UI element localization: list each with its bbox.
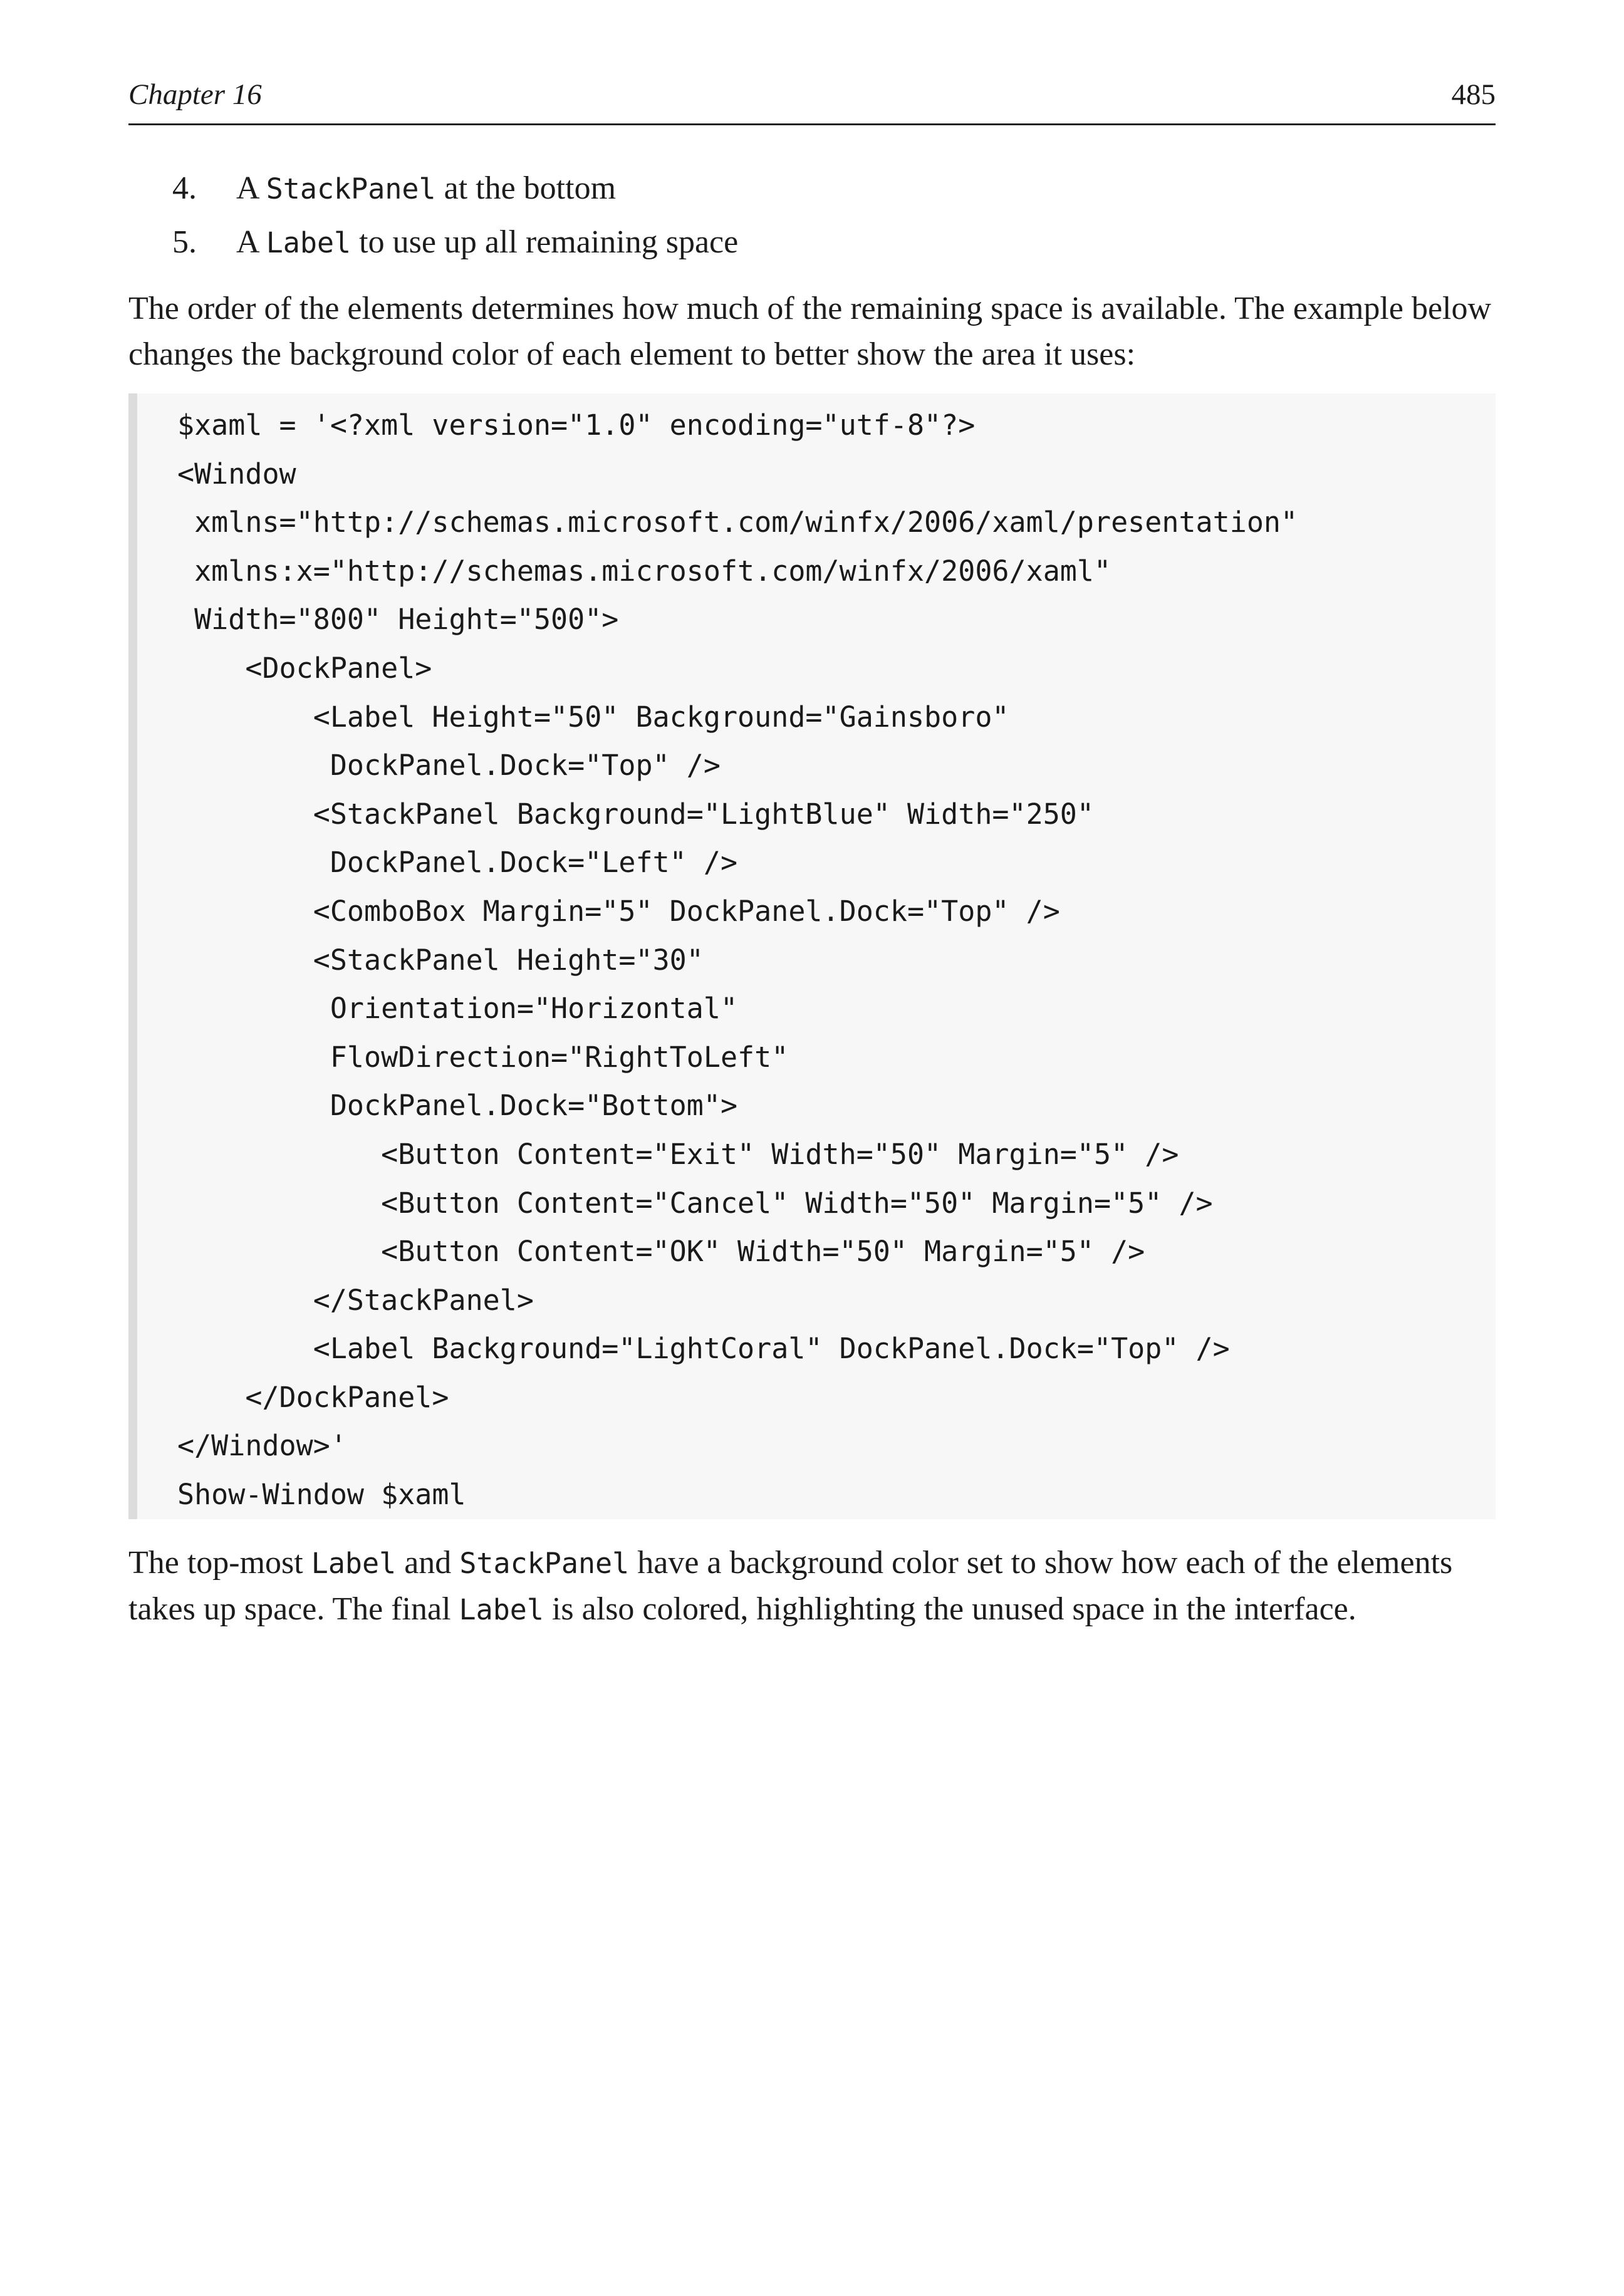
- code-line: Width="800" Height="500">: [177, 603, 619, 636]
- code-line: </Window>': [177, 1429, 347, 1463]
- list-item-number: 4.: [172, 170, 197, 206]
- code-block: [128, 393, 1496, 1519]
- code-line: <Button Content="Exit" Width="50" Margin="5" />: [177, 1137, 1179, 1171]
- inline-code: StackPanel: [266, 172, 436, 205]
- code-line: xmlns="http://schemas.microsoft.com/winfx/2006/xaml/presentation": [177, 506, 1298, 539]
- list-item-text: [236, 218, 738, 268]
- list-item-text-pre: A: [236, 224, 266, 260]
- code-line: <Label Height="50" Background="Gainsboro": [177, 700, 1009, 734]
- paragraph-text: The top-most: [128, 1545, 311, 1581]
- code-line: </DockPanel>: [177, 1380, 449, 1414]
- list-item-text: [236, 164, 616, 214]
- chapter-title: Chapter 16: [128, 78, 262, 111]
- list-item-text-pre: A: [236, 170, 266, 206]
- inline-code: Label: [311, 1547, 397, 1580]
- paragraph-text: is also colored, highlighting the unused space in the interface.: [543, 1591, 1356, 1627]
- paragraph-intro: The order of the elements determines how much of the remaining space is available. The example below changes the background color of each element to better show the area it uses:: [128, 291, 1492, 372]
- paragraph-text: have a background color set to show how each of the elements takes up space. The final: [128, 1545, 1453, 1627]
- code-lines: [177, 401, 1483, 1519]
- inline-code: StackPanel: [459, 1547, 630, 1580]
- code-line: <Button Content="Cancel" Width="50" Margin="5" />: [177, 1186, 1213, 1220]
- code-line: <Window: [177, 457, 296, 491]
- code-line: $xaml = '<?xml version="1.0" encoding="utf-8"?>: [177, 408, 976, 442]
- code-line: DockPanel.Dock="Left" />: [177, 846, 738, 880]
- code-line: xmlns:x="http://schemas.microsoft.com/winfx/2006/xaml": [177, 554, 1111, 588]
- list-item-number: 5.: [172, 224, 197, 260]
- list-item-text-post: at the bottom: [435, 170, 617, 206]
- code-line: <DockPanel>: [177, 651, 432, 685]
- page-number: 485: [1451, 78, 1496, 111]
- code-line: <StackPanel Height="30": [177, 943, 704, 977]
- code-line: DockPanel.Dock="Top" />: [177, 749, 721, 782]
- code-line: Show-Window $xaml: [177, 1478, 466, 1512]
- page-header: [128, 72, 1496, 125]
- list-item-text-post: to use up all remaining space: [351, 224, 739, 260]
- code-line: </StackPanel>: [177, 1283, 534, 1317]
- list-item: [128, 164, 1494, 218]
- paragraph-text: and: [396, 1545, 460, 1581]
- list-item: [128, 218, 1494, 272]
- code-line: <StackPanel Background="LightBlue" Width="250": [177, 797, 1094, 831]
- code-line: <Label Background="LightCoral" DockPanel.Dock="Top" />: [177, 1332, 1230, 1366]
- code-line: FlowDirection="RightToLeft": [177, 1040, 789, 1074]
- paragraph-explanation: [128, 1540, 1497, 1633]
- code-line: DockPanel.Dock="Bottom">: [177, 1089, 738, 1123]
- inline-code: Label: [266, 226, 351, 259]
- code-line: <Button Content="OK" Width="50" Margin="5" />: [177, 1235, 1145, 1269]
- numbered-list: [128, 164, 1494, 272]
- code-line: Orientation="Horizontal": [177, 992, 738, 1026]
- inline-code: Label: [459, 1593, 544, 1626]
- code-line: <ComboBox Margin="5" DockPanel.Dock="Top" />: [177, 894, 1060, 928]
